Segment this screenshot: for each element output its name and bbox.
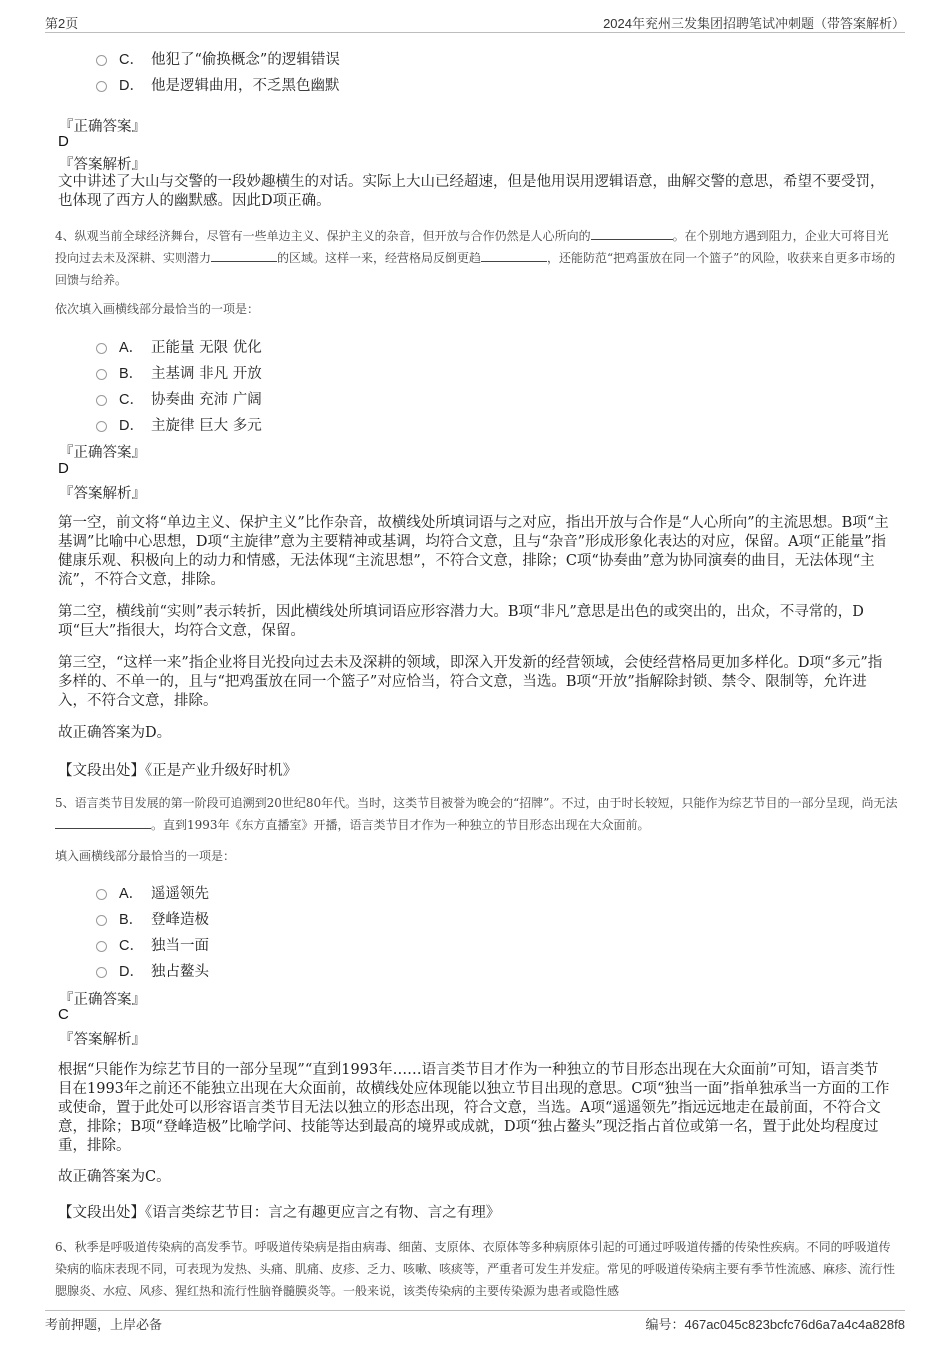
option-d[interactable]: D． 他是逻辑曲用，不乏黑色幽默 [96, 74, 340, 95]
analysis-paragraph: 第一空，前文将“单边主义、保护主义”比作杂音，故横线处所填词语与之对应，指出开放与合作是“人心所向”的主流思想。B项“主基调”比喻中心思想，D项“主旋律”意为主要精神或基调，均符合文意，且与“杂音”形成形象化表达的对应，保留。A项“正能量”指健康乐观、积极向上的动力和情感，无法体现“主流思想”，不符合文意，排除；C项“协奏曲”意为协同演奏的曲目，无法体现“主流”，不符合文意，排除。 [58, 515, 889, 588]
radio-icon[interactable] [96, 421, 107, 432]
analysis-text: 文中讲述了大山与交警的一段妙趣横生的对话。实际上大山已经超速，但是他用误用逻辑语意，曲解交警的意思，希望不要受罚，也体现了西方人的幽默感。因此D项正确。 [58, 174, 885, 209]
radio-icon[interactable] [96, 343, 107, 354]
radio-icon[interactable] [96, 915, 107, 926]
option-c[interactable]: C． 独当一面 [96, 934, 209, 955]
source-citation: 【文段出处】《语言类综艺节目：言之有趣更应言之有物、言之有理》 [58, 1205, 501, 1221]
fill-blank [591, 225, 673, 240]
option-b[interactable]: B． 登峰造极 [96, 908, 209, 929]
analysis-label: 『答案解析』 [59, 1032, 146, 1048]
radio-icon[interactable] [96, 395, 107, 406]
radio-icon[interactable] [96, 967, 107, 978]
radio-icon[interactable] [96, 81, 107, 92]
answer-value: D [58, 460, 69, 477]
radio-icon[interactable] [96, 369, 107, 380]
analysis-paragraph: 第二空，横线前“实则”表示转折，因此横线处所填词语应形容潜力大。B项“非凡”意思是出色的或突出的，出众，不寻常的，D项“巨大”指很大，均符合文意，保留。 [58, 604, 864, 639]
page-number: 第2页 [45, 16, 79, 31]
radio-icon[interactable] [96, 55, 107, 66]
question-prompt: 依次填入画横线部分最恰当的一项是： [55, 302, 260, 316]
source-citation: 【文段出处】《正是产业升级好时机》 [58, 763, 298, 779]
footer-divider [45, 1310, 905, 1311]
option-c[interactable]: C． 他犯了“偷换概念”的逻辑错误 [96, 48, 340, 69]
analysis-paragraph: 第三空，“这样一来”指企业将目光投向过去未及深耕的领域，即深入开发新的经营领域，会使经营格局更加多样化。D项“多元”指多样的、不单一的，且与“把鸡蛋放在同一个篮子”对应恰当，符合文意，当选。B项“开放”指解除封锁、禁令、限制等，允许进入，不符合文意，排除。 [58, 655, 883, 709]
document-code: 编号：467ac045c823bcfc76d6a7a4c4a828f8 [645, 1317, 905, 1332]
analysis-label: 『答案解析』 [59, 157, 146, 173]
header-divider [45, 32, 905, 33]
option-d[interactable]: D． 主旋律 巨大 多元 [96, 414, 262, 435]
option-c[interactable]: C． 协奏曲 充沛 广阔 [96, 388, 262, 409]
footer-slogan: 考前押题，上岸必备 [45, 1317, 163, 1332]
option-a[interactable]: A． 正能量 无限 优化 [96, 336, 262, 357]
radio-icon[interactable] [96, 941, 107, 952]
option-b[interactable]: B． 主基调 非凡 开放 [96, 362, 262, 383]
radio-icon[interactable] [96, 889, 107, 900]
fill-blank [211, 247, 277, 262]
answer-label: 『正确答案』 [59, 445, 146, 461]
document-title: 2024年兖州三发集团招聘笔试冲刺题（带答案解析） [603, 16, 905, 31]
question-stem: 4、纵观当前全球经济舞台，尽管有一些单边主义、保护主义的杂音，但开放与合作仍然是人心所向的 。在个别地方遇到阻力，企业大可将目光投向过去未及深耕、实则潜力 的区域。这样一来，经营格局反倒更趋 ，还能防范“把鸡蛋放在同一个篮子”的风险，收获来自更多市场的回馈与给养。 [55, 225, 900, 291]
answer-label: 『正确答案』 [59, 119, 146, 135]
option-a[interactable]: A． 遥遥领先 [96, 882, 209, 903]
analysis-paragraph: 根据“只能作为综艺节目的一部分呈现”“直到1993年……语言类节目才作为一种独立的节目形态出现在大众面前”可知，语言类节目在1993年之前还不能独立出现在大众面前，故横线处应体现能以独立节目出现的意思。C项“独当一面”指单独承当一方面的工作或使命，置于此处可以形容语言类节目无法以独立的形态出现，符合文意，当选。A项“遥遥领先”指远远地走在最前面，不符合文意，排除；B项“登峰造极”比喻学问、技能等达到最高的境界或成就，D项“独占鳌头”现泛指占首位或第一名，置于此处均程度过重，排除。 [58, 1062, 890, 1154]
fill-blank [481, 247, 547, 262]
answer-label: 『正确答案』 [59, 992, 146, 1008]
option-d[interactable]: D． 独占鳌头 [96, 960, 209, 981]
conclusion: 故正确答案为D。 [58, 725, 172, 741]
analysis-label: 『答案解析』 [59, 486, 146, 502]
conclusion: 故正确答案为C。 [58, 1169, 171, 1185]
question-prompt: 填入画横线部分最恰当的一项是： [55, 849, 236, 863]
question-stem: 5、语言类节目发展的第一阶段可追溯到20世纪80年代。当时，这类节目被誉为晚会的“招牌”。不过，由于时长较短，只能作为综艺节目的一部分呈现，尚无法。直到1993年《东方直播室》开播，语言类节目才作为一种独立的节目形态出现在大众面前。 [55, 796, 898, 832]
answer-value: C [58, 1006, 69, 1023]
question-stem: 6、秋季是呼吸道传染病的高发季节。呼吸道传染病是指由病毒、细菌、支原体、衣原体等多种病原体引起的可通过呼吸道传播的传染性疾病。不同的呼吸道传染病的临床表现不同，可表现为发热、头痛、肌痛、皮疹、乏力、咳嗽、咳痰等，严重者可发生并发症。常见的呼吸道传染病主要有季节性流感、麻疹、流行性腮腺炎、水痘、风疹、猩红热和流行性脑脊髓膜炎等。一般来说，该类传染病的主要传染源为患者或隐性感 [55, 1240, 896, 1298]
fill-blank [55, 814, 151, 829]
answer-value: D [58, 133, 69, 150]
